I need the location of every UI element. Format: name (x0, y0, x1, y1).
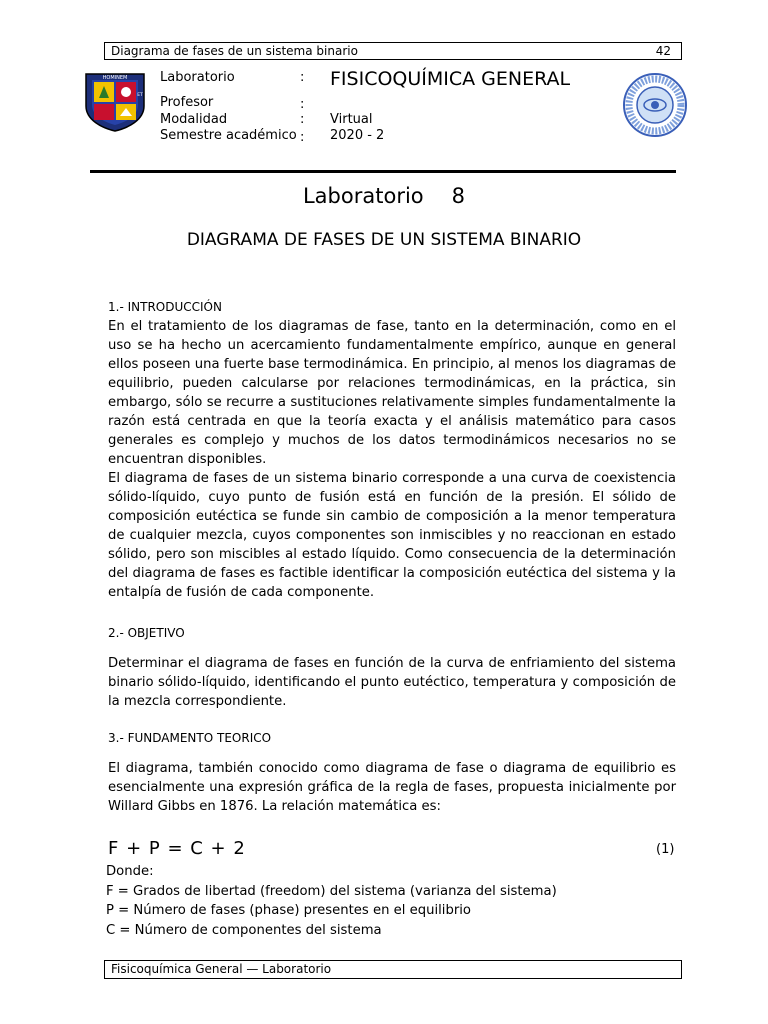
crest-motto-side: ET (137, 93, 143, 98)
modalidad-colon: : (300, 112, 305, 127)
page-number: 42 (655, 44, 671, 58)
objetivo-heading: 2.- OBJETIVO (108, 626, 185, 640)
page-header (104, 42, 682, 60)
intro-paragraph-2: El diagrama de fases de un sistema binario corresponde a una curva de coexistencia sólido-líquido, cuyo punto de fusión está en función de la presión. El sólido de composición eutéctica se funde sin cambio de composición a la menor temperatura de cualquier mezcla, cuyos componentes son inmiscibles y no reaccionan en estado sólido, pero son miscibles al estado líquido. Como consecuencia de la determinación del diagrama de fases es factible identificar la composición eutéctica del sistema y la entalpía de fusión de cada componente. (108, 471, 676, 600)
fundamento-heading: 3.- FUNDAMENTO TEORICO (108, 731, 272, 745)
university-seal-icon (622, 72, 688, 138)
lab-number: 8 (451, 184, 466, 208)
objetivo-body (108, 654, 676, 711)
lab-title (0, 184, 768, 208)
definition-f: F = Grados de libertad (freedom) del sistema (varianza del sistema) (106, 883, 557, 899)
semestre-value: 2020 - 2 (330, 128, 385, 143)
modalidad-value: Virtual (330, 112, 373, 127)
footer-text: Fisicoquímica General — Laboratorio (111, 962, 332, 976)
fundamento-paragraph: El diagrama, también conocido como diagrama de fase o diagrama de equilibrio es esencialmente una expresión gráfica de la regla de fases, propuesta inicialmente por Willard Gibbs en 1876. La relación matemática es: (108, 761, 676, 814)
crest-motto-top: HOMINEM (102, 75, 128, 81)
equation-number: (1) (656, 842, 675, 857)
definition-donde: Donde: (106, 864, 154, 879)
definitions-list (106, 862, 557, 940)
school-crest-logo (82, 70, 148, 132)
fundamento-body (108, 759, 676, 816)
laboratorio-colon: : (300, 70, 305, 85)
header-title: Diagrama de fases de un sistema binario (111, 44, 358, 58)
intro-paragraph-1: En el tratamiento de los diagramas de fase, tanto en la determinación, como en el uso se ha hecho un acercamiento fundamentalmente empírico, aunque en general ellos poseen una fuerte base termodinámica. En principio, al menos los diagramas de equilibrio, pueden calcularse por relaciones termodinámicas, en la práctica, sin embargo, sólo se recurre a sustituciones relativamente simples fundamentalmente la razón está centrada en que la teoría exacta y el análisis matemático para casos generales es complejo y muchos de los datos termodinámicos necesarios no se encuentran disponibles. (108, 319, 676, 467)
phase-rule-equation: F + P = C + 2 (108, 838, 246, 859)
course-name: FISICOQUÍMICA GENERAL (330, 68, 571, 90)
intro-heading: 1.- INTRODUCCIÓN (108, 300, 222, 314)
intro-body (108, 317, 676, 602)
profesor-colon: : (300, 97, 305, 112)
lab-word: Laboratorio (302, 184, 424, 208)
page-footer (104, 960, 682, 979)
definition-c: C = Número de componentes del sistema (106, 922, 382, 938)
profesor-label: Profesor (160, 95, 214, 110)
modalidad-label: Modalidad (160, 112, 228, 127)
laboratorio-label: Laboratorio (160, 70, 235, 85)
semestre-colon: : (300, 130, 305, 145)
semestre-label: Semestre académico (160, 128, 297, 143)
header-divider (90, 170, 676, 173)
definition-p: P = Número de fases (phase) presentes en el equilibrio (106, 903, 471, 918)
objetivo-paragraph: Determinar el diagrama de fases en función de la curva de enfriamiento del sistema binario sólido-líquido, identificando el punto eutéctico, temperatura y composición de la mezcla correspondiente. (108, 656, 676, 709)
main-title: DIAGRAMA DE FASES DE UN SISTEMA BINARIO (186, 230, 582, 250)
